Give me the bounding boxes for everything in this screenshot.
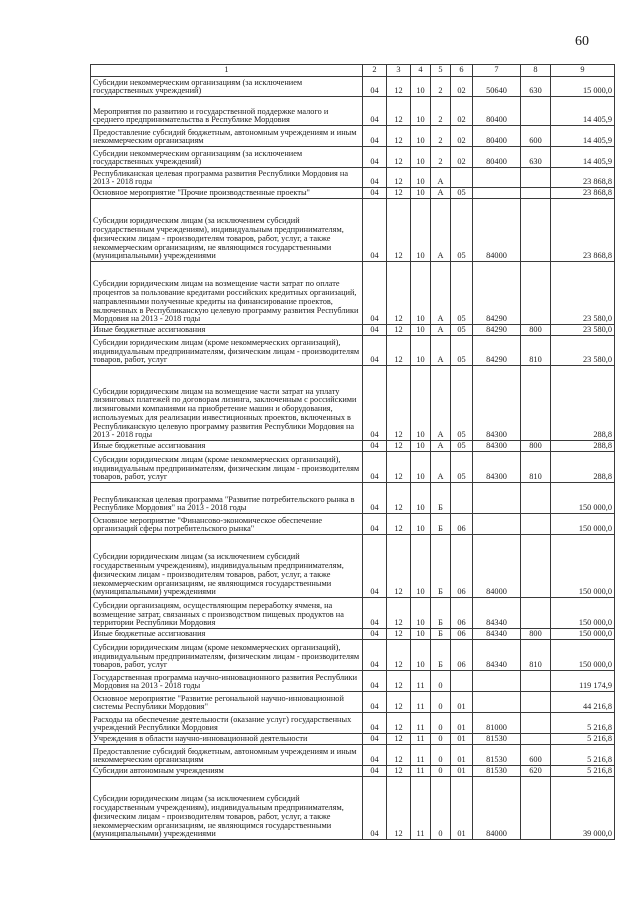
row-amount-cell: 150 000,0 — [551, 640, 615, 671]
row-code-cell — [451, 483, 473, 514]
table-row — [91, 777, 615, 840]
row-code-cell: А — [431, 452, 451, 483]
row-code-cell: 12 — [387, 535, 411, 598]
row-code-cell: Б — [431, 598, 451, 629]
row-code-cell: 10 — [411, 336, 431, 366]
row-code-cell: 0 — [431, 745, 451, 766]
row-amount-cell: 23 580,0 — [551, 262, 615, 325]
row-code-cell: 2 — [431, 97, 451, 126]
row-code-cell: А — [431, 441, 451, 452]
row-code-cell: 84340 — [473, 629, 521, 640]
row-code-cell: 01 — [451, 777, 473, 840]
row-code-cell: 81530 — [473, 745, 521, 766]
row-code-cell: 800 — [521, 325, 551, 336]
table-row — [91, 535, 615, 598]
row-code-cell: 12 — [387, 97, 411, 126]
row-code-cell: 12 — [387, 188, 411, 199]
row-code-cell: 81530 — [473, 766, 521, 777]
row-code-cell: 600 — [521, 126, 551, 147]
row-code-cell: 04 — [363, 535, 387, 598]
row-name-cell: Иные бюджетные ассигнования — [91, 629, 363, 640]
row-code-cell: 12 — [387, 640, 411, 671]
row-code-cell: 10 — [411, 366, 431, 441]
row-code-cell: 05 — [451, 452, 473, 483]
row-code-cell — [521, 97, 551, 126]
row-code-cell: 06 — [451, 514, 473, 535]
table-row — [91, 713, 615, 734]
table-row — [91, 325, 615, 336]
row-code-cell: 12 — [387, 692, 411, 713]
row-code-cell: 10 — [411, 262, 431, 325]
header-cell: 3 — [387, 65, 411, 77]
row-code-cell: 84000 — [473, 535, 521, 598]
row-code-cell — [521, 262, 551, 325]
row-code-cell: 10 — [411, 598, 431, 629]
row-code-cell: 81000 — [473, 713, 521, 734]
row-amount-cell: 119 174,9 — [551, 671, 615, 692]
row-code-cell — [473, 514, 521, 535]
row-name-cell: Иные бюджетные ассигнования — [91, 441, 363, 452]
row-amount-cell: 15 000,0 — [551, 77, 615, 97]
row-code-cell — [521, 671, 551, 692]
row-code-cell: 04 — [363, 514, 387, 535]
row-code-cell — [473, 692, 521, 713]
row-code-cell: 84290 — [473, 262, 521, 325]
row-code-cell: 04 — [363, 629, 387, 640]
row-name-cell: Государственная программа научно-инновационного развития Республики Мордовия на 2013 - 2018 годы — [91, 671, 363, 692]
table-row — [91, 640, 615, 671]
row-code-cell: 2 — [431, 147, 451, 168]
row-code-cell: 10 — [411, 199, 431, 262]
row-code-cell: 04 — [363, 777, 387, 840]
row-code-cell: 06 — [451, 598, 473, 629]
row-code-cell: 10 — [411, 640, 431, 671]
row-code-cell: 05 — [451, 188, 473, 199]
row-amount-cell: 23 580,0 — [551, 336, 615, 366]
row-amount-cell: 150 000,0 — [551, 514, 615, 535]
row-name-cell: Предоставление субсидий бюджетным, автономным учреждениям и иным некоммерческим организациям — [91, 126, 363, 147]
row-code-cell: А — [431, 168, 451, 188]
row-code-cell — [473, 168, 521, 188]
row-code-cell — [451, 671, 473, 692]
row-code-cell: 12 — [387, 777, 411, 840]
row-name-cell: Республиканская целевая программа развития Республики Мордовия на 2013 - 2018 годы — [91, 168, 363, 188]
row-code-cell: Б — [431, 514, 451, 535]
page-number: 60 — [575, 34, 589, 49]
row-code-cell: 10 — [411, 325, 431, 336]
table-row — [91, 766, 615, 777]
row-code-cell — [521, 692, 551, 713]
row-code-cell: 04 — [363, 745, 387, 766]
row-name-cell: Субсидии некоммерческим организациям (за исключением государственных учреждений) — [91, 147, 363, 168]
row-name-cell: Субсидии юридическим лицам (кроме некоммерческих организаций), индивидуальным предпринимателям, физическим лицам - производителям товаров, работ, услуг — [91, 640, 363, 671]
row-code-cell: 11 — [411, 745, 431, 766]
row-code-cell: 84300 — [473, 452, 521, 483]
row-code-cell: 10 — [411, 97, 431, 126]
row-code-cell — [521, 514, 551, 535]
row-code-cell: 630 — [521, 77, 551, 97]
table-row — [91, 262, 615, 325]
row-name-cell: Субсидии юридическим лицам на возмещение части затрат по оплате процентов за пользование кредитами российских кредитных организаций, направленными полученные кредиты на финансирование проектов, включенных в Республиканскую целевую программу развития Республики Мордовия на 2013 - 2018 годы — [91, 262, 363, 325]
row-code-cell: 10 — [411, 514, 431, 535]
row-code-cell: 0 — [431, 734, 451, 745]
row-name-cell: Предоставление субсидий бюджетным, автономным учреждениям и иным некоммерческим организациям — [91, 745, 363, 766]
row-name-cell: Субсидии автономным учреждениям — [91, 766, 363, 777]
row-code-cell: 10 — [411, 147, 431, 168]
row-code-cell: 10 — [411, 168, 431, 188]
row-amount-cell: 5 216,8 — [551, 745, 615, 766]
row-code-cell: 01 — [451, 692, 473, 713]
row-code-cell: 04 — [363, 671, 387, 692]
row-code-cell — [521, 598, 551, 629]
row-name-cell: Основное мероприятие "Прочие производственные проекты" — [91, 188, 363, 199]
row-name-cell: Субсидии юридическим лицам (кроме некоммерческих организаций), индивидуальным предпринимателям, физическим лицам - производителям товаров, работ, услуг — [91, 452, 363, 483]
header-cell: 8 — [521, 65, 551, 77]
row-code-cell: 10 — [411, 77, 431, 97]
row-code-cell: 12 — [387, 598, 411, 629]
row-code-cell: 84300 — [473, 366, 521, 441]
row-code-cell: А — [431, 366, 451, 441]
table-row — [91, 97, 615, 126]
row-code-cell: 02 — [451, 97, 473, 126]
row-code-cell: 80400 — [473, 147, 521, 168]
table-row — [91, 366, 615, 441]
row-code-cell: 04 — [363, 188, 387, 199]
row-name-cell: Субсидии юридическим лицам (за исключением субсидий государственным учреждениям), индивидуальным предпринимателям, физическим лицам - производителям товаров, работ, услуг, а также некоммерческим организациям, не являющимся государственными (муниципальными) учреждениями — [91, 199, 363, 262]
table-row — [91, 745, 615, 766]
row-code-cell: 600 — [521, 745, 551, 766]
row-code-cell: 02 — [451, 147, 473, 168]
row-name-cell: Субсидии организациям, осуществляющим переработку ячменя, на возмещение затрат, связанных с производством пищевых продуктов на территории Республики Мордовия — [91, 598, 363, 629]
row-code-cell: 810 — [521, 452, 551, 483]
row-code-cell: А — [431, 325, 451, 336]
row-code-cell — [521, 713, 551, 734]
row-code-cell: 10 — [411, 126, 431, 147]
row-name-cell: Основное мероприятие "Развитие регональной научно-инновационной системы Республики Мордовия" — [91, 692, 363, 713]
row-code-cell: Б — [431, 629, 451, 640]
row-code-cell: 12 — [387, 336, 411, 366]
table-row — [91, 168, 615, 188]
row-amount-cell: 288,8 — [551, 441, 615, 452]
row-code-cell: 810 — [521, 640, 551, 671]
row-code-cell: 04 — [363, 366, 387, 441]
row-code-cell: 84340 — [473, 640, 521, 671]
row-code-cell: 12 — [387, 147, 411, 168]
table-row — [91, 199, 615, 262]
header-cell: 2 — [363, 65, 387, 77]
row-code-cell — [521, 199, 551, 262]
row-code-cell: 05 — [451, 366, 473, 441]
row-code-cell — [521, 168, 551, 188]
header-cell: 1 — [91, 65, 363, 77]
row-code-cell: 0 — [431, 692, 451, 713]
row-code-cell — [521, 535, 551, 598]
row-code-cell: 12 — [387, 713, 411, 734]
row-code-cell: 10 — [411, 188, 431, 199]
row-code-cell: 12 — [387, 262, 411, 325]
row-code-cell — [521, 366, 551, 441]
row-code-cell: 12 — [387, 734, 411, 745]
row-code-cell — [521, 483, 551, 514]
row-code-cell: 10 — [411, 452, 431, 483]
row-amount-cell: 23 580,0 — [551, 325, 615, 336]
row-code-cell: 11 — [411, 713, 431, 734]
row-code-cell: 04 — [363, 692, 387, 713]
row-amount-cell: 288,8 — [551, 366, 615, 441]
row-code-cell: Б — [431, 640, 451, 671]
row-code-cell: Б — [431, 535, 451, 598]
row-amount-cell: 5 216,8 — [551, 713, 615, 734]
table-row — [91, 452, 615, 483]
row-name-cell: Субсидии юридическим лицам (за исключением субсидий государственным учреждениям), индивидуальным предпринимателям, физическим лицам - производителям товаров, работ, услуг, а также некоммерческим организациям, не являющимся государственными (муниципальными) учреждениями — [91, 777, 363, 840]
table-row — [91, 692, 615, 713]
row-name-cell: Учреждения в области научно-инновационной деятельности — [91, 734, 363, 745]
row-code-cell: 01 — [451, 713, 473, 734]
row-code-cell: 04 — [363, 126, 387, 147]
row-name-cell: Иные бюджетные ассигнования — [91, 325, 363, 336]
row-code-cell: 06 — [451, 535, 473, 598]
table-row — [91, 629, 615, 640]
row-amount-cell: 5 216,8 — [551, 734, 615, 745]
row-code-cell: 810 — [521, 336, 551, 366]
row-code-cell: 80400 — [473, 126, 521, 147]
row-code-cell — [521, 777, 551, 840]
row-code-cell: 12 — [387, 671, 411, 692]
row-name-cell: Субсидии некоммерческим организациям (за исключением государственных учреждений) — [91, 77, 363, 97]
row-code-cell: 01 — [451, 745, 473, 766]
row-code-cell: 12 — [387, 168, 411, 188]
row-code-cell: 12 — [387, 199, 411, 262]
row-code-cell: 0 — [431, 766, 451, 777]
row-name-cell: Основное мероприятие "Финансово-экономическое обеспечение организаций сферы потребительского рынка" — [91, 514, 363, 535]
row-code-cell: 80400 — [473, 97, 521, 126]
row-code-cell: 01 — [451, 734, 473, 745]
row-code-cell: 11 — [411, 692, 431, 713]
row-code-cell: 10 — [411, 629, 431, 640]
row-code-cell: 800 — [521, 629, 551, 640]
row-code-cell — [473, 483, 521, 514]
row-code-cell: 84000 — [473, 199, 521, 262]
row-code-cell: Б — [431, 483, 451, 514]
row-code-cell: 10 — [411, 483, 431, 514]
row-code-cell — [473, 188, 521, 199]
row-code-cell: 12 — [387, 126, 411, 147]
row-name-cell: Субсидии юридическим лицам (кроме некоммерческих организаций), индивидуальным предпринимателям, физическим лицам - производителям товаров, работ, услуг — [91, 336, 363, 366]
row-amount-cell: 14 405,9 — [551, 147, 615, 168]
row-code-cell: 12 — [387, 366, 411, 441]
row-code-cell — [473, 671, 521, 692]
row-code-cell: 04 — [363, 77, 387, 97]
row-code-cell: 06 — [451, 629, 473, 640]
row-code-cell: 12 — [387, 629, 411, 640]
row-code-cell: 620 — [521, 766, 551, 777]
row-code-cell: 10 — [411, 535, 431, 598]
table-row — [91, 598, 615, 629]
table-row — [91, 147, 615, 168]
row-amount-cell: 39 000,0 — [551, 777, 615, 840]
row-code-cell: 05 — [451, 262, 473, 325]
row-code-cell: 05 — [451, 441, 473, 452]
row-code-cell: 630 — [521, 147, 551, 168]
row-code-cell: 50640 — [473, 77, 521, 97]
row-name-cell: Расходы на обеспечение деятельности (оказание услуг) государственных учреждений Республики Мордовия — [91, 713, 363, 734]
row-code-cell: 84300 — [473, 441, 521, 452]
row-code-cell: 12 — [387, 325, 411, 336]
row-code-cell: 02 — [451, 126, 473, 147]
row-code-cell: 06 — [451, 640, 473, 671]
row-code-cell: 12 — [387, 77, 411, 97]
row-code-cell: 84000 — [473, 777, 521, 840]
row-code-cell: А — [431, 199, 451, 262]
row-amount-cell: 23 868,8 — [551, 168, 615, 188]
row-code-cell: 11 — [411, 734, 431, 745]
row-code-cell: 04 — [363, 147, 387, 168]
row-code-cell: 04 — [363, 598, 387, 629]
row-amount-cell: 288,8 — [551, 452, 615, 483]
row-code-cell: 12 — [387, 452, 411, 483]
row-amount-cell: 14 405,9 — [551, 126, 615, 147]
row-code-cell: 04 — [363, 483, 387, 514]
row-code-cell: 84340 — [473, 598, 521, 629]
table-row — [91, 336, 615, 366]
row-amount-cell: 150 000,0 — [551, 629, 615, 640]
table-row — [91, 126, 615, 147]
row-amount-cell: 150 000,0 — [551, 598, 615, 629]
row-code-cell: 05 — [451, 336, 473, 366]
row-name-cell: Мероприятия по развитию и государственной поддержке малого и среднего предпринимательства в Республике Мордовия — [91, 97, 363, 126]
row-amount-cell: 150 000,0 — [551, 483, 615, 514]
row-code-cell: 04 — [363, 713, 387, 734]
row-code-cell: 04 — [363, 640, 387, 671]
row-code-cell: 04 — [363, 336, 387, 366]
row-amount-cell: 23 868,8 — [551, 188, 615, 199]
row-code-cell: 04 — [363, 441, 387, 452]
row-code-cell: 04 — [363, 262, 387, 325]
row-code-cell: 05 — [451, 325, 473, 336]
row-code-cell: 12 — [387, 441, 411, 452]
row-amount-cell: 150 000,0 — [551, 535, 615, 598]
table-row — [91, 77, 615, 97]
row-code-cell: А — [431, 262, 451, 325]
row-code-cell: 12 — [387, 745, 411, 766]
row-code-cell: 04 — [363, 168, 387, 188]
header-cell: 7 — [473, 65, 521, 77]
row-code-cell: А — [431, 188, 451, 199]
row-code-cell: 12 — [387, 483, 411, 514]
row-code-cell: 11 — [411, 671, 431, 692]
row-code-cell: 84290 — [473, 325, 521, 336]
row-amount-cell: 5 216,8 — [551, 766, 615, 777]
row-code-cell: 12 — [387, 514, 411, 535]
row-code-cell: 2 — [431, 77, 451, 97]
row-code-cell: 0 — [431, 713, 451, 734]
row-code-cell: 05 — [451, 199, 473, 262]
header-cell: 6 — [451, 65, 473, 77]
header-cell: 5 — [431, 65, 451, 77]
table-row — [91, 671, 615, 692]
row-code-cell — [521, 188, 551, 199]
row-code-cell — [451, 168, 473, 188]
budget-table — [90, 64, 615, 840]
table-row — [91, 441, 615, 452]
row-code-cell: 04 — [363, 325, 387, 336]
row-code-cell: 04 — [363, 452, 387, 483]
header-cell: 9 — [551, 65, 615, 77]
row-code-cell: 04 — [363, 734, 387, 745]
row-name-cell: Субсидии юридическим лицам на возмещение части затрат на уплату лизинговых платежей по договорам лизинга, заключенным с российскими лизинговыми компаниями на приобретение машин и оборудования, используемых для реализации инвестиционных проектов, включенных в Республиканскую целевую программу развития Республики Мордовия на 2013 - 2018 годы — [91, 366, 363, 441]
row-code-cell: 84290 — [473, 336, 521, 366]
row-code-cell: 800 — [521, 441, 551, 452]
row-code-cell: 04 — [363, 766, 387, 777]
row-code-cell: А — [431, 336, 451, 366]
header-cell: 4 — [411, 65, 431, 77]
table-row — [91, 514, 615, 535]
row-code-cell: 04 — [363, 199, 387, 262]
table-row — [91, 734, 615, 745]
row-code-cell: 0 — [431, 671, 451, 692]
row-name-cell: Субсидии юридическим лицам (за исключением субсидий государственным учреждениям), индивидуальным предпринимателям, физическим лицам - производителям товаров, работ, услуг, а также некоммерческим организациям, не являющимся государственными (муниципальными) учреждениями — [91, 535, 363, 598]
row-amount-cell: 23 868,8 — [551, 199, 615, 262]
header-row — [91, 65, 615, 77]
row-code-cell: 12 — [387, 766, 411, 777]
table-row — [91, 483, 615, 514]
row-amount-cell: 14 405,9 — [551, 97, 615, 126]
row-code-cell: 81530 — [473, 734, 521, 745]
row-code-cell — [521, 734, 551, 745]
row-name-cell: Республиканская целевая программа "Развитие потребительского рынка в Республике Мордовия" на 2013 - 2018 годы — [91, 483, 363, 514]
table-row — [91, 188, 615, 199]
row-code-cell: 01 — [451, 766, 473, 777]
row-code-cell: 0 — [431, 777, 451, 840]
row-amount-cell: 44 216,8 — [551, 692, 615, 713]
row-code-cell: 04 — [363, 97, 387, 126]
row-code-cell: 11 — [411, 777, 431, 840]
row-code-cell: 10 — [411, 441, 431, 452]
row-code-cell: 02 — [451, 77, 473, 97]
row-code-cell: 11 — [411, 766, 431, 777]
row-code-cell: 2 — [431, 126, 451, 147]
